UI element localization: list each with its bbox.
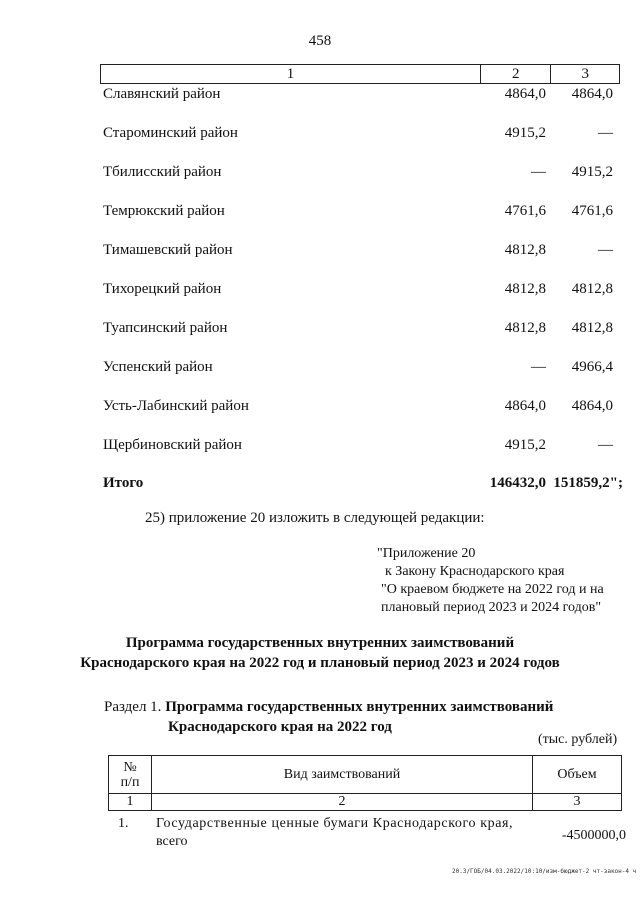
value-2022: 4915,2: [504, 125, 546, 141]
borrowing-item-1: [118, 815, 628, 851]
footer-path: 20.3/ГОБ/04.03.2022/10:10/изм-бюджет-2 чт-закон-4 ч: [452, 868, 637, 875]
value-2022: 4812,8: [504, 281, 546, 297]
district-name: Тимашевский район: [103, 242, 233, 258]
col-header-1: 1: [101, 65, 481, 84]
table-row: [103, 86, 623, 106]
header-number: [109, 756, 152, 794]
table-row: [103, 398, 623, 418]
col-header-2: 2: [480, 65, 550, 84]
column-header-table: [100, 64, 620, 84]
value-2022: 4864,0: [504, 398, 546, 414]
colnum-2: 2: [152, 794, 533, 811]
value-2023: 4864,0: [571, 86, 613, 102]
colnum-1: 1: [109, 794, 152, 811]
value-2023: —: [598, 242, 613, 258]
total-label: Итого: [103, 475, 144, 491]
title-line-2: Краснодарского края на 2022 год и плановый период 2023 и 2024 годов: [80, 655, 560, 671]
table-row: [103, 359, 623, 379]
district-name: Темрюкский район: [103, 203, 225, 219]
total-row: [103, 475, 623, 495]
title-line-1: Программа государственных внутренних заимствований: [125, 635, 515, 651]
table-row: [103, 281, 623, 301]
district-name: Староминский район: [103, 125, 238, 141]
value-2022: 4761,6: [504, 203, 546, 219]
appendix-line-2: к Закону Краснодарского края: [385, 564, 565, 579]
header-volume: Объем: [533, 756, 622, 794]
value-2023: 4915,2: [571, 164, 613, 180]
item-text-1: Государственные ценные бумаги Краснодарского края,: [156, 816, 514, 831]
document-title: [0, 633, 640, 673]
value-2023: 4812,8: [571, 281, 613, 297]
col-header-3: 3: [551, 65, 620, 84]
value-2022: 4915,2: [504, 437, 546, 453]
page-number: 458: [308, 33, 332, 49]
borrowing-table: [108, 755, 622, 811]
appendix-heading: [377, 545, 604, 617]
value-2023: —: [598, 437, 613, 453]
district-name: Тбилисский район: [103, 164, 222, 180]
value-2023: 4812,8: [571, 320, 613, 336]
total-value-2022: 146432,0: [489, 475, 546, 491]
district-name: Усть-Лабинский район: [103, 398, 249, 414]
value-2023: 4966,4: [571, 359, 613, 375]
district-name: Успенский район: [103, 359, 213, 375]
header-number-top: №: [123, 759, 137, 775]
district-name: Тихорецкий район: [103, 281, 222, 297]
appendix-line-3: "О краевом бюджете на 2022 год и на: [381, 582, 604, 597]
district-name: Туапсинский район: [103, 320, 228, 336]
district-name: Щербиновский район: [103, 437, 242, 453]
header-number-bottom: п/п: [120, 774, 140, 790]
table-row: [103, 320, 623, 340]
amendment-paragraph: 25) приложение 20 изложить в следующей редакции:: [145, 510, 485, 526]
total-value-2023: 151859,2";: [553, 475, 623, 491]
section-prefix: Раздел 1.: [104, 699, 162, 715]
value-2023: 4864,0: [571, 398, 613, 414]
value-2022: —: [531, 359, 546, 375]
value-2022: 4864,0: [504, 86, 546, 102]
value-2022: 4812,8: [504, 320, 546, 336]
section-line-1: Программа государственных внутренних заимствований: [165, 699, 554, 715]
value-2023: —: [598, 125, 613, 141]
district-name: Славянский район: [103, 86, 221, 102]
header-kind: Вид заимствований: [152, 756, 533, 794]
section-heading: [104, 697, 553, 737]
appendix-line-1: "Приложение 20: [377, 546, 476, 561]
item-number: 1.: [118, 816, 129, 831]
table-row: [103, 437, 623, 457]
table-row: [103, 164, 623, 184]
item-text-2: всего: [156, 834, 188, 849]
value-2022: —: [531, 164, 546, 180]
colnum-3: 3: [533, 794, 622, 811]
table-row: [103, 242, 623, 262]
appendix-line-4: плановый период 2023 и 2024 годов": [381, 600, 602, 615]
section-line-2: Краснодарского края на 2022 год: [168, 719, 392, 735]
value-2023: 4761,6: [571, 203, 613, 219]
value-2022: 4812,8: [504, 242, 546, 258]
item-value: -4500000,0: [561, 828, 626, 843]
table-row: [103, 203, 623, 223]
unit-label: (тыс. рублей): [538, 732, 618, 747]
table-row: [103, 125, 623, 145]
